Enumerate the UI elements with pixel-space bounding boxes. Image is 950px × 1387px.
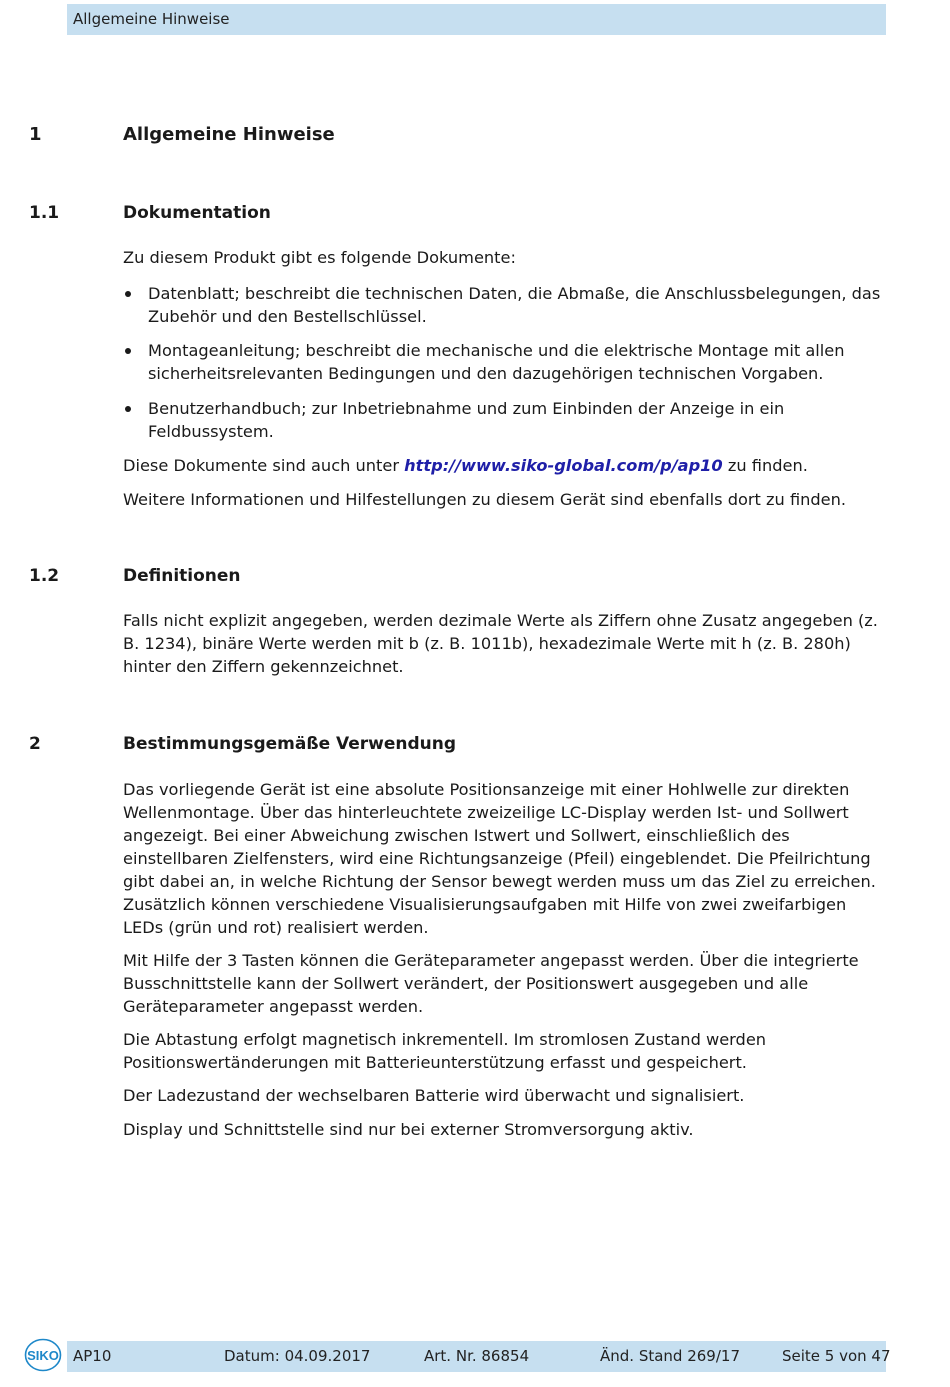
- documents-link-line: [123, 454, 883, 477]
- logo-text: SIKO: [27, 1348, 59, 1363]
- page-footer: [67, 1341, 891, 1372]
- list-item-text: Benutzerhandbuch; zur Inbetriebnahme und zum Einbinden der Anzeige in ein Feldbussystem.: [148, 399, 785, 441]
- header-title: Allgemeine Hinweise: [73, 10, 230, 28]
- list-item: [123, 339, 883, 385]
- list-item: [123, 397, 883, 443]
- usage-paragraph: Die Abtastung erfolgt magnetisch inkrementell. Im stromlosen Zustand werden Positionswertänderungen mit Batterieunterstützung erfasst und gespeichert.: [123, 1030, 767, 1072]
- list-item-text: Datenblatt; beschreibt die technischen Daten, die Abmaße, die Anschlussbelegungen, das Zubehör und den Bestellschlüssel.: [148, 284, 881, 326]
- footer-date: Datum: 04.09.2017: [224, 1347, 371, 1365]
- section-title: Definitionen: [123, 566, 241, 586]
- footer-page-number: Seite 5 von 47: [782, 1347, 891, 1365]
- footer-product: AP10: [73, 1347, 112, 1365]
- usage-paragraph: Display und Schnittstelle sind nur bei externer Stromversorgung aktiv.: [123, 1120, 694, 1139]
- list-item-text: Montageanleitung; beschreibt die mechanische und die elektrische Montage mit allen sicherheitsrelevanten Bedingungen und den dazugehörigen technischen Vorgaben.: [148, 341, 845, 383]
- section-1-1-heading: [29, 202, 829, 224]
- section-number: 1: [29, 124, 42, 145]
- siko-logo: [24, 1338, 62, 1372]
- more-info-text: Weitere Informationen und Hilfestellungen zu diesem Gerät sind ebenfalls dort zu finden.: [123, 490, 847, 509]
- section-title: Bestimmungsgemäße Verwendung: [123, 734, 457, 754]
- usage-paragraph: Der Ladezustand der wechselbaren Batterie wird überwacht und signalisiert.: [123, 1086, 745, 1105]
- section-number: 1.2: [29, 566, 60, 586]
- section-1-heading: [29, 124, 829, 146]
- section-title: Dokumentation: [123, 203, 271, 223]
- documents-intro: Zu diesem Produkt gibt es folgende Dokumente:: [123, 248, 516, 267]
- footer-stand: Änd. Stand 269/17: [600, 1347, 740, 1365]
- section-number: 1.1: [29, 203, 60, 223]
- usage-paragraph: Mit Hilfe der 3 Tasten können die Geräteparameter angepasst werden. Über die integrierte Busschnittstelle kann der Sollwert verändert, der Positionswert ausgegeben und alle Geräteparameter angepasst werden.: [123, 951, 859, 1016]
- page-header: [67, 4, 886, 35]
- product-url-link[interactable]: http://www.siko-global.com/p/ap10: [404, 456, 723, 475]
- footer-art-nr: Art. Nr. 86854: [424, 1347, 530, 1365]
- usage-paragraph: Das vorliegende Gerät ist eine absolute Positionsanzeige mit einer Hohlwelle zur direkten Wellenmontage. Über das hinterleuchtete zweizeilige LC-Display werden Ist- und Sollwert angezeigt. Bei einer Abweichung zwischen Istwert und Sollwert, einschließlich des einstellbaren Zielfensters, wird eine Richtungsanzeige (Pfeil) eingeblendet. Die Pfeilrichtung gibt dabei an, in welche Richtung der Sensor bewegt werden muss um das Ziel zu erreichen. Zusätzlich können verschiedene Visualisierungsaufgaben mit Hilfe von zwei zweifarbigen LEDs (grün und rot) realisiert werden.: [123, 780, 876, 937]
- link-prefix: Diese Dokumente sind auch unter: [123, 456, 405, 475]
- section-title: Allgemeine Hinweise: [123, 124, 335, 145]
- section-2-heading: [29, 733, 829, 755]
- definitions-text: Falls nicht explizit angegeben, werden dezimale Werte als Ziffern ohne Zusatz angegeben (z. B. 1234), binäre Werte werden mit b (z. B. 1011b), hexadezimale Werte mit h (z. B. 280h) hinter den Ziffern gekennzeichnet.: [123, 611, 878, 676]
- section-1-2-heading: [29, 565, 829, 587]
- section-number: 2: [29, 734, 41, 754]
- link-suffix: zu finden.: [722, 456, 808, 475]
- list-item: [123, 282, 883, 328]
